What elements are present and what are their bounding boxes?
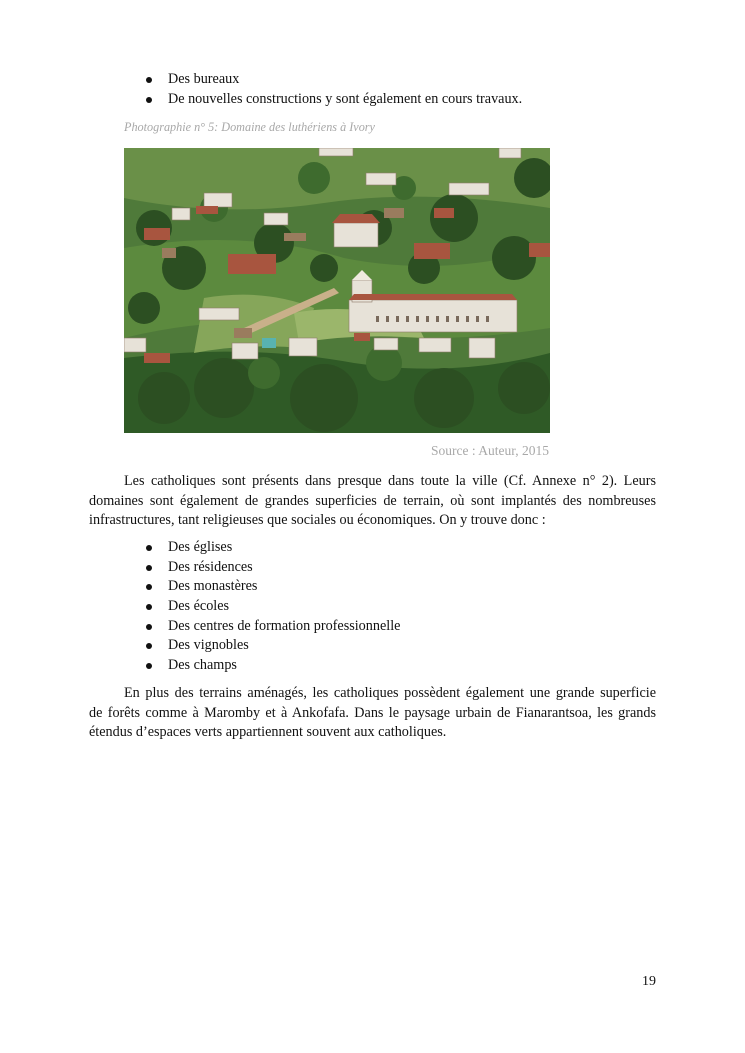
list-item: Des champs (146, 656, 400, 676)
list-item: Des résidences (146, 558, 400, 578)
bullet-icon (146, 604, 152, 610)
paragraph-forets (89, 684, 656, 743)
page-number: 19 (642, 974, 656, 989)
list-item: Des bureaux (146, 70, 522, 90)
list-item: Des centres de formation professionnelle (146, 617, 400, 637)
paragraph-line: En plus des terrains aménagés, les catholiques possèdent également une grande superficie (124, 685, 656, 701)
bullet-list-top (146, 70, 522, 109)
bullet-icon (146, 77, 152, 83)
paragraph-line: Les catholiques sont présents dans presque dans toute la ville (Cf. Annexe n° 2). Leurs (124, 473, 656, 489)
bullet-icon (146, 663, 152, 669)
figure-source: Source : Auteur, 2015 (431, 443, 549, 458)
paragraph-line: infrastructures, tant religieuses que sociales ou économiques. On y trouve donc : (89, 512, 546, 529)
list-item: Des écoles (146, 597, 400, 617)
figure-caption: Photographie n° 5: Domaine des luthériens à Ivory (124, 120, 375, 134)
list-item: Des vignobles (146, 636, 400, 656)
paragraph-line: domaines sont également de grandes superficies de terrain, où sont implantés des nombreuses (89, 492, 656, 509)
bullet-icon (146, 624, 152, 630)
paragraph-line: de forêts comme à Maromby et à Ankofafa. Dans le paysage urbain de Fianarantsoa, les grands (89, 704, 656, 721)
list-item: Des monastères (146, 577, 400, 597)
bullet-icon (146, 97, 152, 103)
landscape-photo (124, 148, 550, 433)
bullet-icon (146, 545, 152, 551)
list-item: De nouvelles constructions y sont également en cours travaux. (146, 90, 522, 110)
bullet-list-main (146, 538, 400, 676)
bullet-icon (146, 584, 152, 590)
bullet-icon (146, 643, 152, 649)
paragraph-catholiques (89, 472, 656, 531)
paragraph-line: étendus d’espaces verts appartiennent souvent aux catholiques. (89, 724, 447, 741)
list-item: Des églises (146, 538, 400, 558)
bullet-icon (146, 565, 152, 571)
